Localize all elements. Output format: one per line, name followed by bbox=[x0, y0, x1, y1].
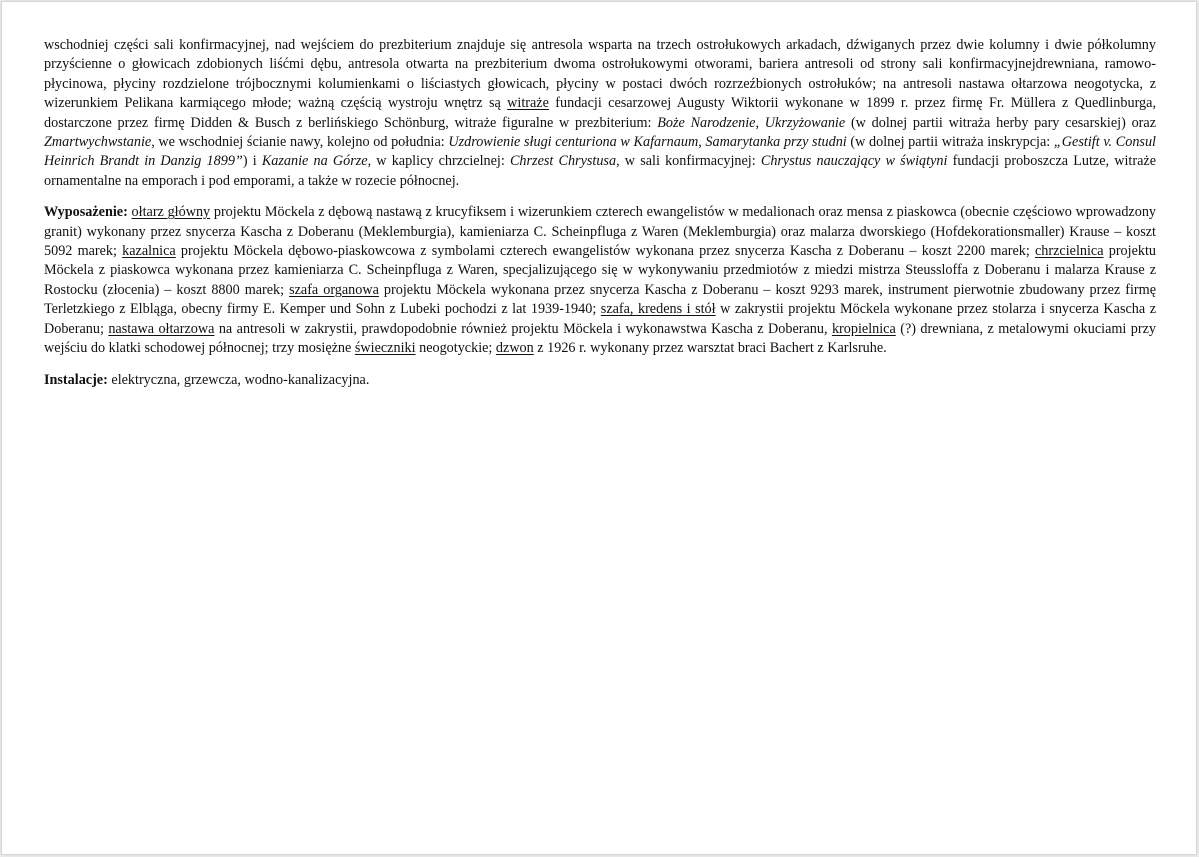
text-run: , w kaplicy chrzcielnej: bbox=[367, 153, 510, 170]
document-page bbox=[2, 2, 1196, 854]
text-run: wschodniej części sali konfirmacyjnej, nad wejściem do prezbiterium znajduje się antresola wsparta na trzech ostrołukowych arkadach, dźwiganych przez dwie kolumny i dwie półkolumny przyścienne o głowicach zdobionych liśćmi dębu, antresola otwarta na prezbiterium dwoma ostrołukowymi otworami, bariera antresoli od strony sali konfirmacyjnejdrewniana, ramowo-płycinowa, płyciny rozdzielone trójbocznymi kolumienkami o liściastych głowicach, płyciny w postaci dwóch rozrzeźbionych ostrołuków; na antresoli nastawa ołtarzowa neogotycka, z wizerunkiem Pelikana karmiącego młode; ważną częścią wystroju wnętrz są bbox=[44, 37, 1156, 112]
text-run: fundacji proboszcza Lutze, witraże ornamentalne na emporach i pod emporami, a także w rozecie północnej. bbox=[44, 153, 1156, 189]
document-body bbox=[44, 36, 1156, 402]
title-chrzest-chrystusa: Chrzest Chrystusa bbox=[509, 153, 617, 170]
title-samarytanka: Samarytanka przy studni bbox=[705, 134, 847, 151]
term-swieczniki: świeczniki bbox=[354, 340, 416, 357]
text-run: ) i bbox=[242, 153, 262, 170]
title-uzdrowienie: Uzdrowienie sługi centuriona w Kafarnaum bbox=[448, 134, 699, 151]
term-kazalnica: kazalnica bbox=[122, 243, 176, 260]
text-run: projektu Möckela z dębową nastawą z krucyfiksem i wizerunkiem czterech ewangelistów w medalionach oraz mensa z piaskowca (obecnie częściowo wprowadzony granit) wykonany przez snycerza Kascha z Doberanu (Meklemburgia), kamieniarza C. Scheinpfluga z Waren (Meklemburgia) oraz malarza dworskiego (Hofdekorationsmaller) Krause – koszt 5092 marek; bbox=[44, 204, 1157, 260]
text-run: , bbox=[755, 114, 765, 131]
text-run: , w sali konfirmacyjnej: bbox=[616, 153, 761, 170]
term-szafa-kredens-stol: szafa, kredens i stół bbox=[600, 301, 716, 318]
text-run: elektryczna, grzewcza, wodno-kanalizacyjna. bbox=[107, 371, 370, 388]
text-run: (w dolnej partii witraża herby pary cesarskiej) oraz bbox=[845, 114, 1156, 131]
title-zmartwychwstanie: Zmartwychwstanie bbox=[44, 134, 152, 151]
section-label-wyposazenie: Wyposażenie: bbox=[44, 204, 128, 221]
text-run: z 1926 r. wykonany przez warsztat braci Bachert z Karlsruhe. bbox=[533, 340, 887, 357]
term-kropielnica: kropielnica bbox=[831, 320, 896, 337]
term-nastawa-oltarzowa: nastawa ołtarzowa bbox=[108, 320, 215, 337]
term-oltarz-glowny: ołtarz główny bbox=[131, 204, 211, 221]
text-run: , we wschodniej ścianie nawy, kolejno od południa: bbox=[151, 134, 449, 151]
section-label-instalacje: Instalacje: bbox=[44, 371, 108, 388]
title-boze-narodzenie: Boże Narodzenie bbox=[657, 114, 756, 131]
title-kazanie-na-gorze: Kazanie na Górze bbox=[261, 153, 368, 170]
text-run: neogotyckie; bbox=[415, 340, 496, 357]
inscription-quote: „Gestift v. Consul Heinrich Brandt in Danzig 1899” bbox=[44, 134, 1156, 170]
text-run: projektu Möckela z piaskowca wykonana przez kamieniarza C. Scheinpfluga z Waren, specjalizującego się w wykonywaniu przedmiotów z miedzi mistrza Steussloffa z Doberanu i malarza Krause z Rostocku (złocenia) – koszt 8800 marek; bbox=[44, 243, 1157, 298]
text-run: projektu Möckela dębowo-piaskowcowa z symbolami czterech ewangelistów wykonana przez snycerza Kascha z Doberanu – koszt 2200 marek; bbox=[175, 243, 1035, 260]
text-run: fundacji cesarzowej Augusty Wiktorii wykonane w 1899 r. przez firmę Fr. Müllera z Quedlinburga, dostarczone przez firmę Didden & Busch z berlińskiego Schönburg, witraże figuralne w prezbiterium: bbox=[44, 95, 1156, 131]
term-dzwon: dzwon bbox=[495, 340, 534, 357]
text-run: projektu Möckela wykonana przez snycerza Kascha z Doberanu – koszt 9293 marek, instrument pierwotnie zbudowany przez firmę Terletzkiego z Elbląga, obecny firmy E. Kemper und Sohn z Lubeki pochodzi z lat 1939-1940; bbox=[44, 281, 1156, 318]
text-run: w zakrystii projektu Möckela wykonane przez stolarza i snycerza Kascha z Doberanu; bbox=[44, 301, 1156, 337]
title-chrystus-nauczajacy: Chrystus nauczający w świątyni bbox=[760, 153, 948, 170]
text-run: (w dolnej partii witraża inskrypcja: bbox=[846, 134, 1054, 151]
term-szafa-organowa: szafa organowa bbox=[289, 281, 379, 298]
term-chrzcielnica: chrzcielnica bbox=[1035, 243, 1104, 260]
paragraph-furnishings bbox=[44, 203, 1156, 358]
text-run: na antresoli w zakrystii, prawdopodobnie również projektu Möckela i wykonawstwa Kascha z Doberanu, bbox=[214, 320, 832, 337]
text-run: (?) drewniana, z metalowymi okuciami przy wejściu do klatki schodowej północnej; trzy mosiężne bbox=[44, 320, 1156, 357]
text-run: , bbox=[698, 134, 706, 151]
title-ukrzyzowanie: Ukrzyżowanie bbox=[764, 114, 846, 131]
paragraph-interior-description bbox=[44, 36, 1156, 191]
term-witraze: witraże bbox=[507, 95, 549, 112]
paragraph-installations bbox=[44, 371, 1156, 390]
